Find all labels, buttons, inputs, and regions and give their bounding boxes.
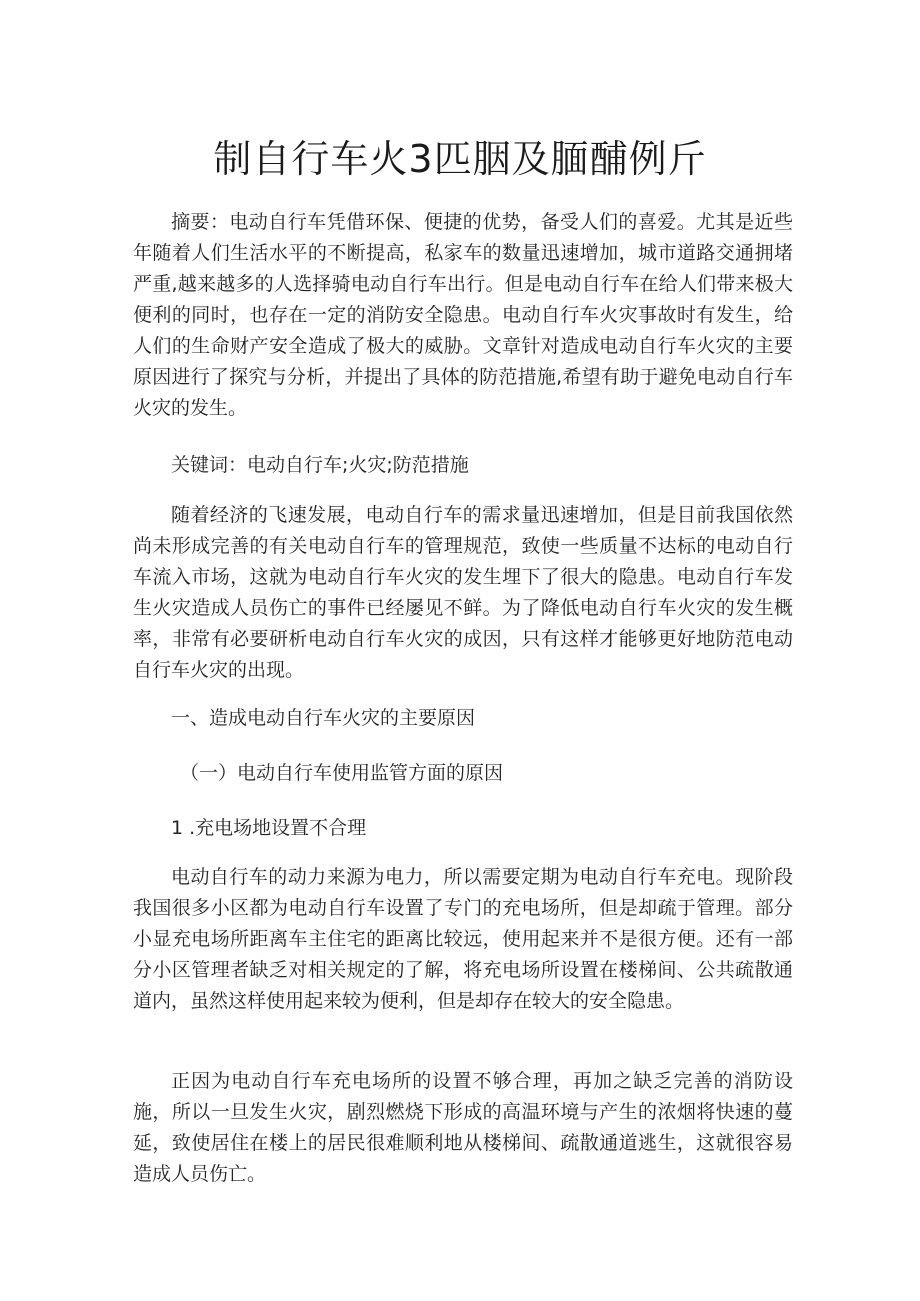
subsection-heading-1: （一）电动自行车使用监管方面的原因 <box>180 762 504 784</box>
abstract-paragraph: 摘要：电动自行车凭借环保、便捷的优势，备受人们的喜爱。尤其是近些年随着人们生活水平的不断提高，私家车的数量迅速增加，城市道路交通拥堵严重,越来越多的人选择骑电动自行车出行。但是电动自行车在给人们带来极大便利的同时，也存在一定的消防安全隐患。电动自行车火灾事故时有发生，给人们的生命财产安全造成了极大的威胁。文章针对造成电动自行车火灾的主要原因进行了探究与分析，并提出了具体的防范措施,希望有助于避免电动自行车火灾的发生。 <box>133 211 793 419</box>
item-heading-1: 1 .充电场地设置不合理 <box>171 817 367 839</box>
keywords-line: 关键词：电动自行车;火灾;防范措施 <box>171 454 469 476</box>
intro-paragraph: 随着经济的飞速发展，电动自行车的需求量迅速增加，但是目前我国依然尚未形成完善的有关电动自行车的管理规范，致使一些质量不达标的电动自行车流入市场，这就为电动自行车火灾的发生埋下了很大的隐患。电动自行车发生火灾造成人员伤亡的事件已经屡见不鲜。为了降低电动自行车火灾的发生概率，非常有必要研析电动自行车火灾的成因，只有这样才能够更好地防范电动自行车火灾的出现。 <box>133 504 793 681</box>
body-paragraph-1: 电动自行车的动力来源为电力，所以需要定期为电动自行车充电。现阶段我国很多小区都为电动自行车设置了专门的充电场所，但是却疏于管理。部分小显充电场所距离车主住宅的距离比较远，使用起来并不是很方便。还有一部分小区管理者缺乏对相关规定的了解，将充电场所设置在楼梯间、公共疏散通道内，虽然这样使用起来较为便利，但是却存在较大的安全隐患。 <box>133 866 793 1012</box>
page-title: 制自行车火3匹胭及腼酺例斤 <box>213 137 707 181</box>
section-heading-1: 一、造成电动自行车火灾的主要原因 <box>171 707 476 729</box>
body-paragraph-2: 正因为电动自行车充电场所的设置不够合理，再加之缺乏完善的消防设施，所以一旦发生火灾，剧烈燃烧下形成的高温环境与产生的浓烟将快速的蔓延，致使居住在楼上的居民很难顺利地从楼梯间、疏散通道逃生，这就很容易造成人员伤亡。 <box>133 1070 793 1185</box>
